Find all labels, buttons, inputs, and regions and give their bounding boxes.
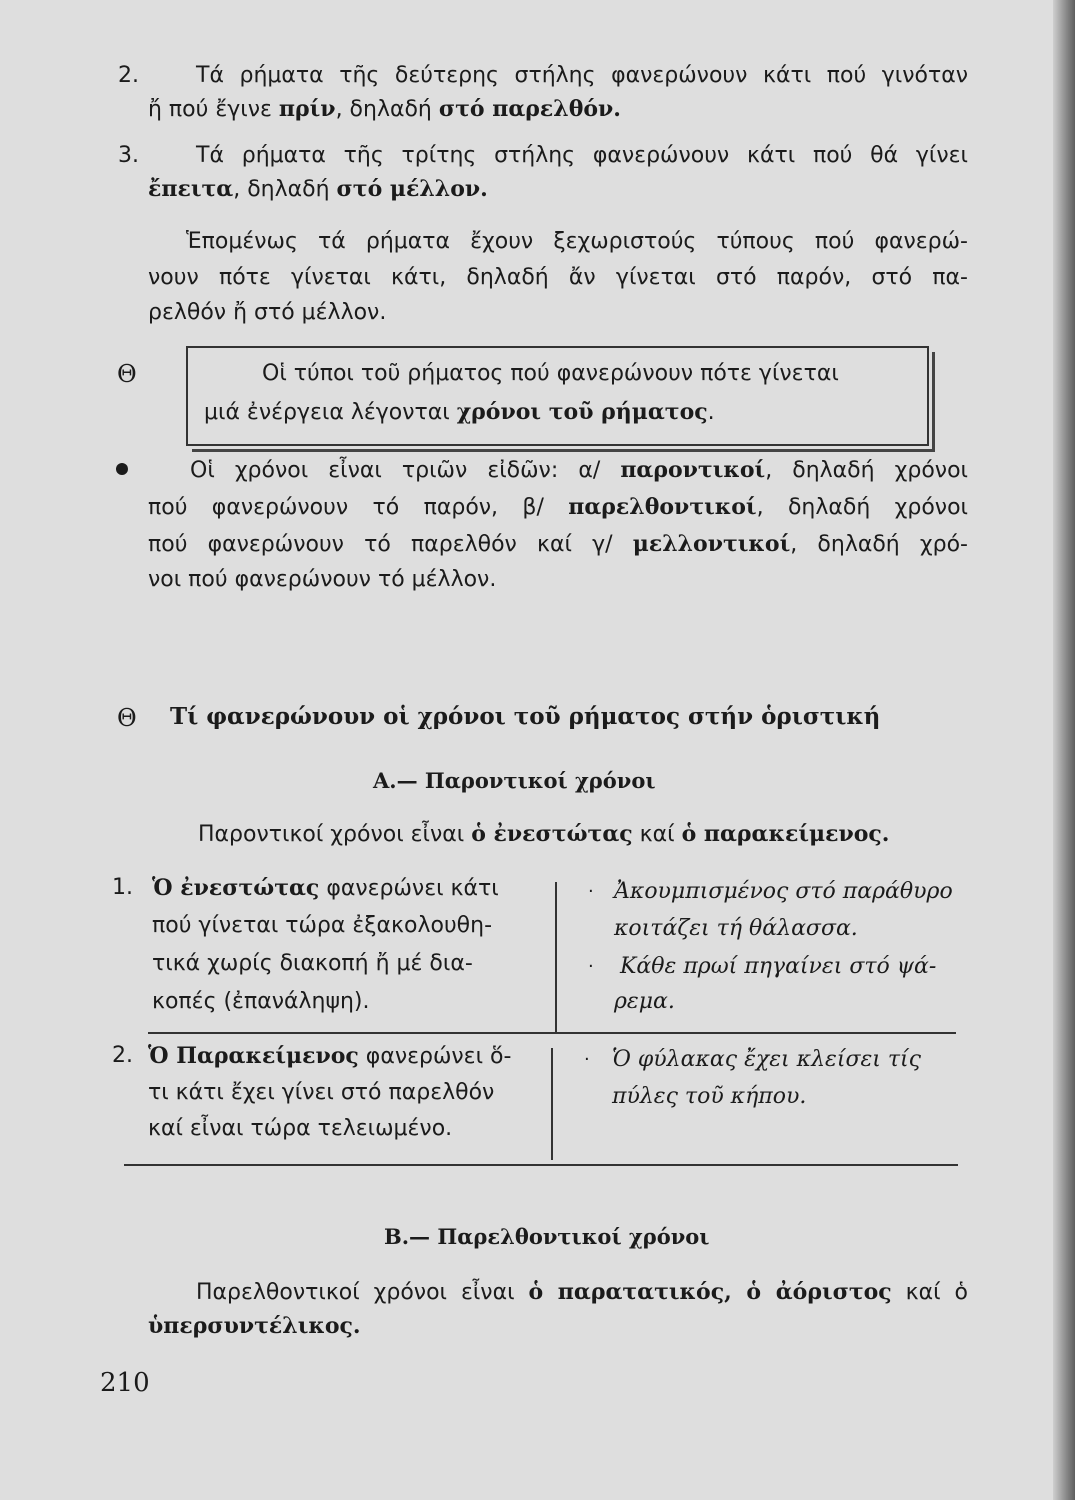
paragraph-line3: ρελθόν ἤ στό μέλλον. [148, 300, 387, 325]
subsection-b-line2: ὑπερσυντέλικος. [148, 1313, 361, 1339]
table-divider-horizontal [148, 1032, 956, 1034]
definition-line2: μιά ἐνέργεια λέγονται χρόνοι τοῦ ρήματος. [204, 399, 715, 425]
table-divider-bottom [124, 1164, 958, 1166]
theta-symbol: Θ [117, 360, 137, 388]
paragraph-line1: Ἑπομένως τά ρήματα ἔχουν ξεχωριστούς τύπους πού φανερώ- [186, 229, 968, 254]
tenses-line3: πού φανερώνουν τό παρελθόν καί γ/ μελλοντικοί, δηλαδή χρό- [148, 531, 968, 557]
row1-text-line1: Ὁ ἐνεστώτας φανερώνει κάτι [152, 875, 499, 901]
row2-example1-line2: πύλες τοῦ κήπου. [612, 1084, 807, 1109]
subsection-b-line1: Παρελθοντικοί χρόνοι εἶναι ὁ παρατατικός, ὁ ἀόριστος καί ὁ [196, 1279, 968, 1305]
section-heading: Τί φανερώνουν οἱ χρόνοι τοῦ ρήματος στήν ὁριστική [170, 703, 881, 730]
row1-example1-line2: κοιτάζει τή θάλασσα. [614, 916, 858, 941]
row1-example1-line1: Ἀκουμπισμένος στό παράθυρο [614, 879, 953, 904]
row1-text-line2: πού γίνεται τώρα ἐξακολουθη- [152, 913, 493, 938]
bullet: · [584, 1049, 590, 1070]
item2-line1: Τά ρήματα τῆς δεύτερης στήλης φανερώνουν κάτι πού γινόταν [196, 63, 968, 88]
theta-symbol: Θ [117, 704, 137, 732]
tenses-line4: νοι πού φανερώνουν τό μέλλον. [148, 567, 497, 592]
row1-text-line3: τικά χωρίς διακοπή ἤ μέ δια- [152, 951, 473, 976]
table-divider-vertical [555, 882, 557, 1032]
row2-text-line3: καί εἶναι τώρα τελειωμένο. [148, 1116, 453, 1141]
row2-text-line2: τι κάτι ἔχει γίνει στό παρελθόν [148, 1080, 495, 1105]
item3-line1: Τά ρήματα τῆς τρίτης στήλης φανερώνουν κάτι πού θά γίνει [196, 143, 968, 168]
subsection-b-title: Β.— Παρελθοντικοί χρόνοι [384, 1224, 710, 1249]
page-binding-edge [1053, 0, 1075, 1500]
list-number: 1. [112, 875, 133, 900]
row2-example1-line1: Ὁ φύλακας ἔχει κλείσει τίς [612, 1047, 921, 1072]
tenses-line1: Οἱ χρόνοι εἶναι τριῶν εἰδῶν: α/ παροντικοί, δηλαδή χρόνοι [190, 457, 968, 483]
subsection-a-intro: Παροντικοί χρόνοι εἶναι ὁ ἐνεστώτας καί ὁ παρακείμενος. [198, 821, 890, 847]
item2-line2: ἤ πού ἔγινε πρίν, δηλαδή στό παρελθόν. [148, 96, 621, 122]
row1-example2-line1: Κάθε πρωί πηγαίνει στό ψά- [620, 954, 937, 979]
row2-text-line1: Ὁ Παρακείμενος φανερώνει ὅ- [148, 1043, 512, 1069]
table-divider-vertical [551, 1048, 553, 1160]
tenses-line2: πού φανερώνουν τό παρόν, β/ παρελθοντικοί, δηλαδή χρόνοι [148, 494, 968, 520]
bullet: · [588, 956, 594, 977]
list-number: 3. [118, 143, 139, 168]
subsection-a-title: Α.— Παροντικοί χρόνοι [373, 768, 656, 793]
row1-example2-line2: ρεμα. [614, 989, 675, 1014]
bullet: · [588, 881, 594, 902]
list-number: 2. [112, 1043, 133, 1068]
page-number: 210 [100, 1368, 150, 1398]
row1-text-line4: κοπές (ἐπανάληψη). [152, 989, 370, 1014]
paragraph-line2: νουν πότε γίνεται κάτι, δηλαδή ἄν γίνεται στό παρόν, στό πα- [148, 265, 968, 290]
bullet-dot [116, 463, 128, 475]
item3-line2: ἔπειτα, δηλαδή στό μέλλον. [148, 176, 488, 202]
list-number: 2. [118, 63, 139, 88]
definition-line1: Οἱ τύποι τοῦ ρήματος πού φανερώνουν πότε γίνεται [262, 361, 839, 386]
